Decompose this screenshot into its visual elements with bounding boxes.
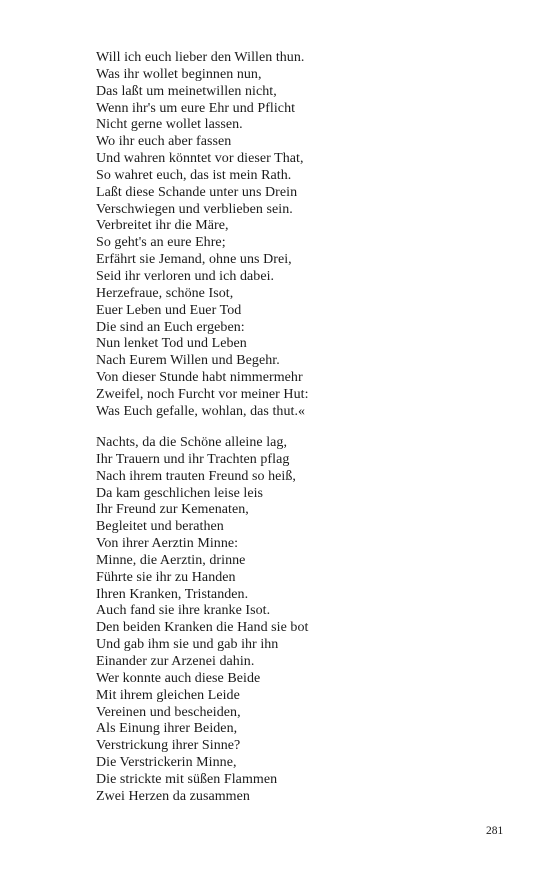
verse-line: Die sind an Euch ergeben: <box>96 319 245 335</box>
verse-line: Und wahren könntet vor dieser That, <box>96 151 304 167</box>
verse-line: Wo ihr euch aber fassen <box>96 134 232 150</box>
verse-line: Das laßt um meinetwillen nicht, <box>96 83 277 99</box>
verse-line: Einander zur Arzenei dahin. <box>96 653 255 669</box>
verse-line: Seid ihr verloren und ich dabei. <box>96 268 275 284</box>
verse-line: Was ihr wollet beginnen nun, <box>96 66 262 82</box>
verse-line: Da kam geschlichen leise leis <box>96 485 264 501</box>
verse-line: Nun lenket Tod und Leben <box>96 336 247 352</box>
verse-line: Minne, die Aerztin, drinne <box>96 552 246 568</box>
verse-line: Nach Eurem Willen und Begehr. <box>96 353 280 369</box>
verse-line: Als Einung ihrer Beiden, <box>96 721 238 737</box>
verse-line: Begleitet und berathen <box>96 519 224 535</box>
verse-line: Führte sie ihr zu Handen <box>96 569 236 585</box>
verse-line: Von ihrer Aerztin Minne: <box>96 536 239 552</box>
verse-line: Und gab ihm sie und gab ihr ihn <box>96 637 279 653</box>
verse-line: Verschwiegen und verblieben sein. <box>96 201 293 217</box>
verse-line: So geht's an eure Ehre; <box>96 235 226 251</box>
verse-line: Laßt diese Schande unter uns Drein <box>96 184 298 200</box>
verse-line: Den beiden Kranken die Hand sie bot <box>96 620 309 636</box>
verse-line: Zwei Herzen da zusammen <box>96 788 250 804</box>
verse-line: Auch fand sie ihre kranke Isot. <box>96 603 271 619</box>
verse-line: Von dieser Stunde habt nimmermehr <box>96 370 303 386</box>
stanza-1 <box>96 50 309 421</box>
verse-line: Ihren Kranken, Tristanden. <box>96 586 249 602</box>
verse-line: Vereinen und bescheiden, <box>96 704 241 720</box>
verse-line: Was Euch gefalle, wohlan, das thut.« <box>96 403 306 419</box>
verse-line: Ihr Freund zur Kemenaten, <box>96 502 249 518</box>
verse-line: Will ich euch lieber den Willen thun. <box>96 50 305 65</box>
verse-line: Wenn ihr's um eure Ehr und Pflicht <box>96 100 296 116</box>
verse-line: Herzefraue, schöne Isot, <box>96 285 234 301</box>
stanza-2 <box>96 435 308 806</box>
verse-line: Wer konnte auch diese Beide <box>96 670 261 686</box>
verse-line: Euer Leben und Euer Tod <box>96 302 242 318</box>
verse-line: Die Verstrickerin Minne, <box>96 755 237 771</box>
verse-line: Erfährt sie Jemand, ohne uns Drei, <box>96 252 292 268</box>
verse-line: Nach ihrem trauten Freund so heiß, <box>96 468 296 484</box>
verse-line: Mit ihrem gleichen Leide <box>96 687 240 703</box>
verse-line: Ihr Trauern und ihr Trachten pflag <box>96 451 290 467</box>
verse-line: Verstrickung ihrer Sinne? <box>96 738 241 754</box>
verse-line: Nachts, da die Schöne alleine lag, <box>96 435 288 450</box>
verse-line: Nicht gerne wollet lassen. <box>96 117 243 133</box>
verse-line: Die strickte mit süßen Flammen <box>96 771 278 787</box>
page-number: 281 <box>486 825 504 837</box>
verse-line: So wahret euch, das ist mein Rath. <box>96 167 292 183</box>
verse-line: Verbreitet ihr die Märe, <box>96 218 229 234</box>
verse-line: Zweifel, noch Furcht vor meiner Hut: <box>96 386 309 402</box>
